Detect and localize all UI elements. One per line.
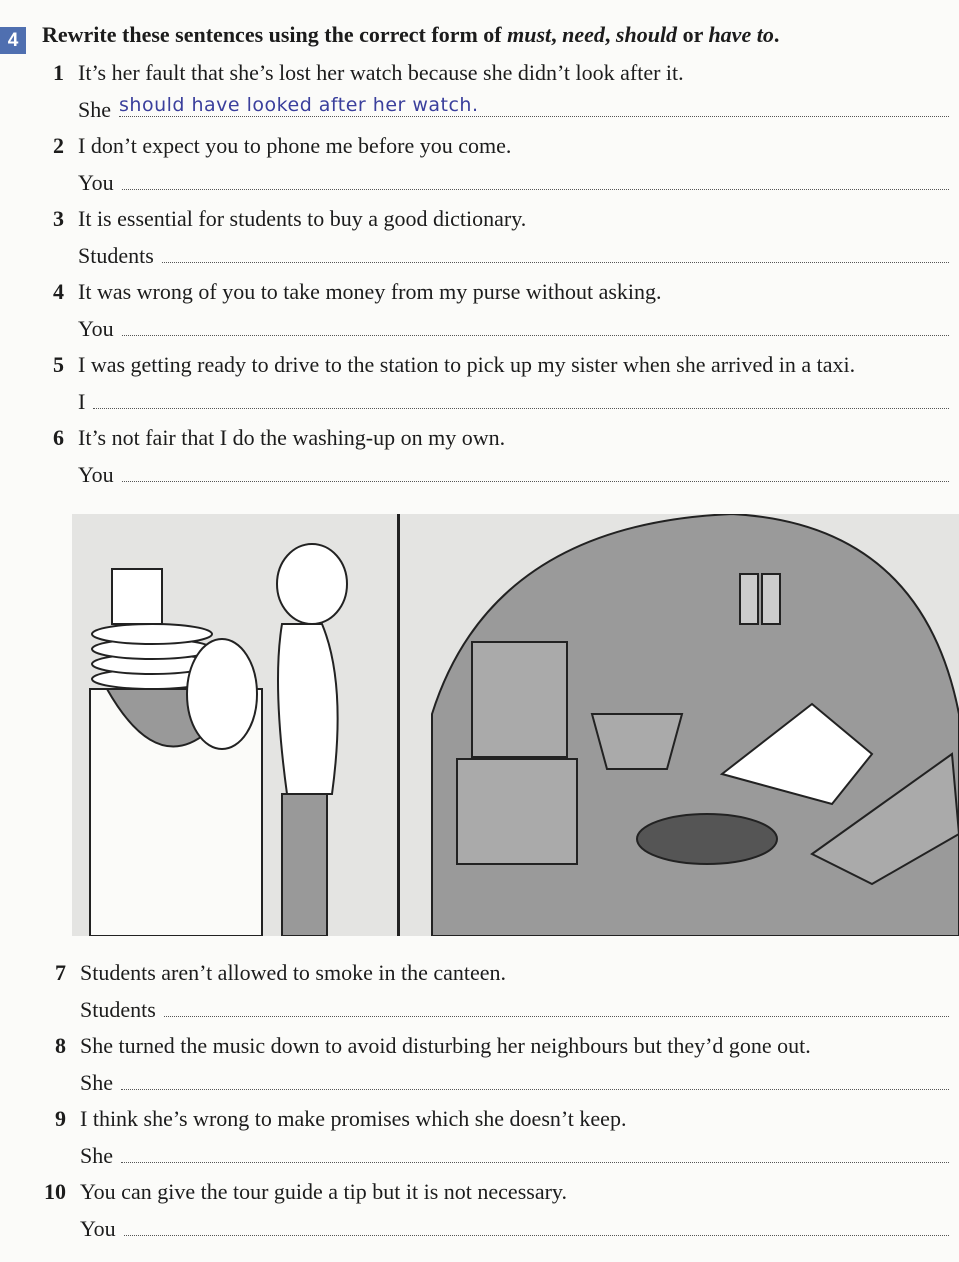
exercise-item bbox=[0, 352, 959, 425]
exercise-item bbox=[0, 960, 959, 1033]
illustration-washing-up-and-relaxing bbox=[72, 514, 959, 936]
exercise-item bbox=[0, 60, 959, 133]
answer-line[interactable] bbox=[119, 96, 949, 117]
exercise-item bbox=[0, 425, 959, 498]
answer-stem: You bbox=[80, 1216, 116, 1241]
door-frame bbox=[397, 514, 400, 936]
answer-stem: You bbox=[78, 170, 114, 195]
item-number: 7 bbox=[55, 960, 66, 985]
instruction-modal: have to bbox=[708, 22, 774, 47]
item-question: I don’t expect you to phone me before you come. bbox=[78, 133, 512, 158]
item-question: Students aren’t allowed to smoke in the canteen. bbox=[80, 960, 507, 985]
exercise-item bbox=[0, 279, 959, 352]
instruction-modal: must bbox=[507, 22, 552, 47]
item-number: 4 bbox=[53, 279, 64, 304]
item-number: 6 bbox=[53, 425, 64, 450]
answer-stem: Students bbox=[80, 997, 156, 1022]
tv-cabinet bbox=[457, 759, 577, 864]
exercise-item bbox=[0, 206, 959, 279]
answer-line[interactable] bbox=[121, 1069, 949, 1090]
plant-pot-icon bbox=[592, 714, 682, 769]
item-number: 1 bbox=[53, 60, 64, 85]
answer-line[interactable] bbox=[162, 242, 949, 263]
answer-stem: I bbox=[78, 389, 86, 414]
exercise-item bbox=[0, 1179, 959, 1252]
instruction-text: . bbox=[773, 22, 780, 47]
answer-line[interactable] bbox=[164, 996, 949, 1017]
answer-row bbox=[80, 1215, 949, 1242]
answer-line[interactable] bbox=[93, 388, 949, 409]
answer-line[interactable] bbox=[121, 1142, 949, 1163]
answer-row bbox=[78, 388, 949, 415]
item-number: 2 bbox=[53, 133, 64, 158]
answer-line[interactable] bbox=[122, 169, 949, 190]
answer-stem: She bbox=[80, 1143, 113, 1168]
answer-line[interactable] bbox=[124, 1215, 949, 1236]
coffee-table-icon bbox=[637, 814, 777, 864]
answer-stem: She bbox=[80, 1070, 113, 1095]
item-question: I think she’s wrong to make promises which she doesn’t keep. bbox=[80, 1106, 627, 1131]
answer-stem: You bbox=[78, 462, 114, 487]
answer-row bbox=[78, 96, 949, 123]
instruction-text: , bbox=[551, 22, 563, 47]
item-question: I was getting ready to drive to the station to pick up my sister when she arrived in a taxi. bbox=[78, 352, 856, 377]
picture-frame bbox=[740, 574, 758, 624]
item-number: 5 bbox=[53, 352, 64, 377]
instruction-modal: need bbox=[562, 22, 605, 47]
exercise-item bbox=[0, 133, 959, 206]
answer-line[interactable] bbox=[122, 315, 949, 336]
item-question: You can give the tour guide a tip but it is not necessary. bbox=[80, 1179, 567, 1204]
exercise-item bbox=[0, 1033, 959, 1106]
exercise-number-badge: 4 bbox=[0, 27, 26, 54]
item-question: It is essential for students to buy a good dictionary. bbox=[78, 206, 527, 231]
exercise-instruction bbox=[42, 22, 779, 48]
item-question: It’s her fault that she’s lost her watch because she didn’t look after it. bbox=[78, 60, 684, 85]
answer-row bbox=[78, 315, 949, 342]
answer-row bbox=[78, 169, 949, 196]
exercise-item bbox=[0, 1106, 959, 1179]
answer-row bbox=[80, 1142, 949, 1169]
instruction-modal: should bbox=[615, 22, 678, 47]
item-number: 8 bbox=[55, 1033, 66, 1058]
answer-stem: You bbox=[78, 316, 114, 341]
item-question: She turned the music down to avoid disturbing her neighbours but they’d gone out. bbox=[80, 1033, 811, 1058]
instruction-text: , bbox=[604, 22, 616, 47]
item-number: 3 bbox=[53, 206, 64, 231]
instruction-text: or bbox=[677, 22, 709, 47]
answer-line[interactable] bbox=[122, 461, 949, 482]
handwritten-answer: should have looked after her watch. bbox=[119, 94, 479, 116]
item-question: It’s not fair that I do the washing-up on my own. bbox=[78, 425, 506, 450]
item-question: It was wrong of you to take money from my purse without asking. bbox=[78, 279, 662, 304]
item-number: 9 bbox=[55, 1106, 66, 1131]
instruction-text: Rewrite these sentences using the correct form of bbox=[42, 22, 508, 47]
item-number: 10 bbox=[44, 1179, 66, 1204]
answer-row bbox=[80, 1069, 949, 1096]
answer-row bbox=[78, 242, 949, 269]
tv-icon bbox=[472, 642, 567, 757]
answer-stem: She bbox=[78, 97, 111, 122]
answer-stem: Students bbox=[78, 243, 154, 268]
answer-row bbox=[80, 996, 949, 1023]
picture-frame bbox=[762, 574, 780, 624]
answer-row bbox=[78, 461, 949, 488]
